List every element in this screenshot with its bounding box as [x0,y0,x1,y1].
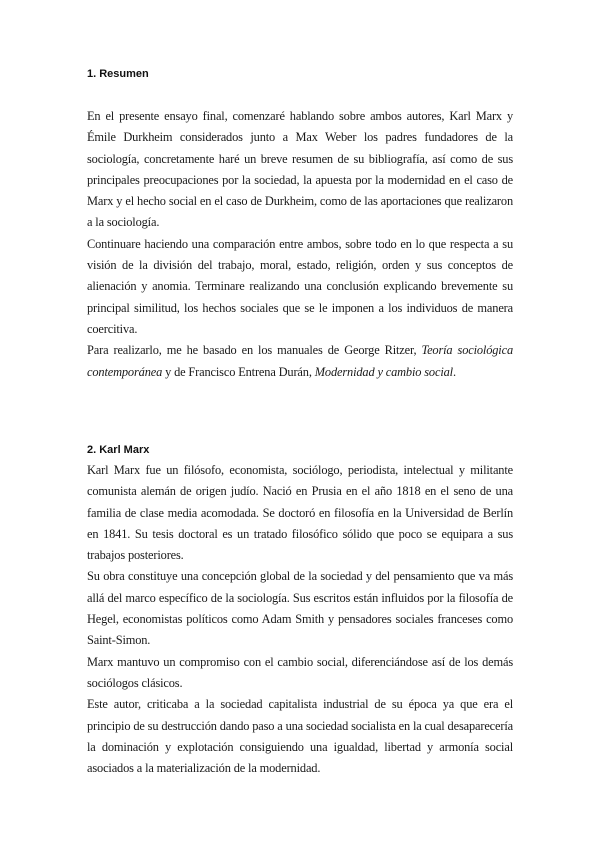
paragraph: Marx mantuvo un compromiso con el cambio social, diferenciándose así de los demás sociólogos clásicos. [87,654,513,690]
text: Para realizarlo, me he basado en los manuales de George Ritzer, [87,343,422,358]
section-body-resumen [87,106,513,383]
paragraph-references [87,340,513,383]
text: . [452,364,456,379]
section-body-karl-marx [87,460,513,779]
book-title: Modernidad y cambio social [314,364,453,379]
paragraph: Karl Marx fue un filósofo, economista, sociólogo, periodista, intelectual y militante comunista alemán de origen judío. Nació en Prusia en el año 1818 en el seno de una familia de clase media acomodada. Se doctoró en filosofía en la Universidad de Berlín en 1841. Su tesis doctoral es un tratado filosófico sólido que poco se equipara a sus trabajos posteriores. [87,463,513,563]
section-heading-resumen: 1. Resumen [87,68,149,80]
paragraph: Continuare haciendo una comparación entre ambos, sobre todo en lo que respecta a su visión de la división del trabajo, moral, estado, religión, orden y sus conceptos de alienación y anomia. Terminare realizando una conclusión explicando brevemente su principal similitud, los hechos sociales que se le imponen a los individuos de manera coercitiva. [87,236,513,336]
paragraph: Este autor, criticaba a la sociedad capitalista industrial de su época ya que era el principio de su destrucción dando paso a una sociedad socialista en la cual desaparecería la dominación y explotación consiguiendo una igualdad, libertad y armonía social asociados a la materialización de la modernidad. [87,697,513,776]
paragraph: Su obra constituye una concepción global de la sociedad y del pensamiento que va más allá del marco específico de la sociología. Sus escritos están influidos por la filosofía de Hegel, economistas políticos como Adam Smith y pensadores sociales franceses como Saint-Simon. [87,569,513,648]
paragraph: En el presente ensayo final, comenzaré hablando sobre ambos autores, Karl Marx y Émile Durkheim considerados junto a Max Weber los padres fundadores de la sociología, concretamente haré un breve resumen de su bibliografía, así como de sus principales preocupaciones por la sociedad, la apuesta por la modernidad en el caso de Marx y el hecho social en el caso de Durkheim, como de las aportaciones que realizaron a la sociología. [87,109,513,230]
text: y de Francisco Entrena Durán, [162,364,315,379]
section-heading-karl-marx: 2. Karl Marx [87,444,150,456]
book-title: Teoría sociológica contemporánea [87,343,513,379]
